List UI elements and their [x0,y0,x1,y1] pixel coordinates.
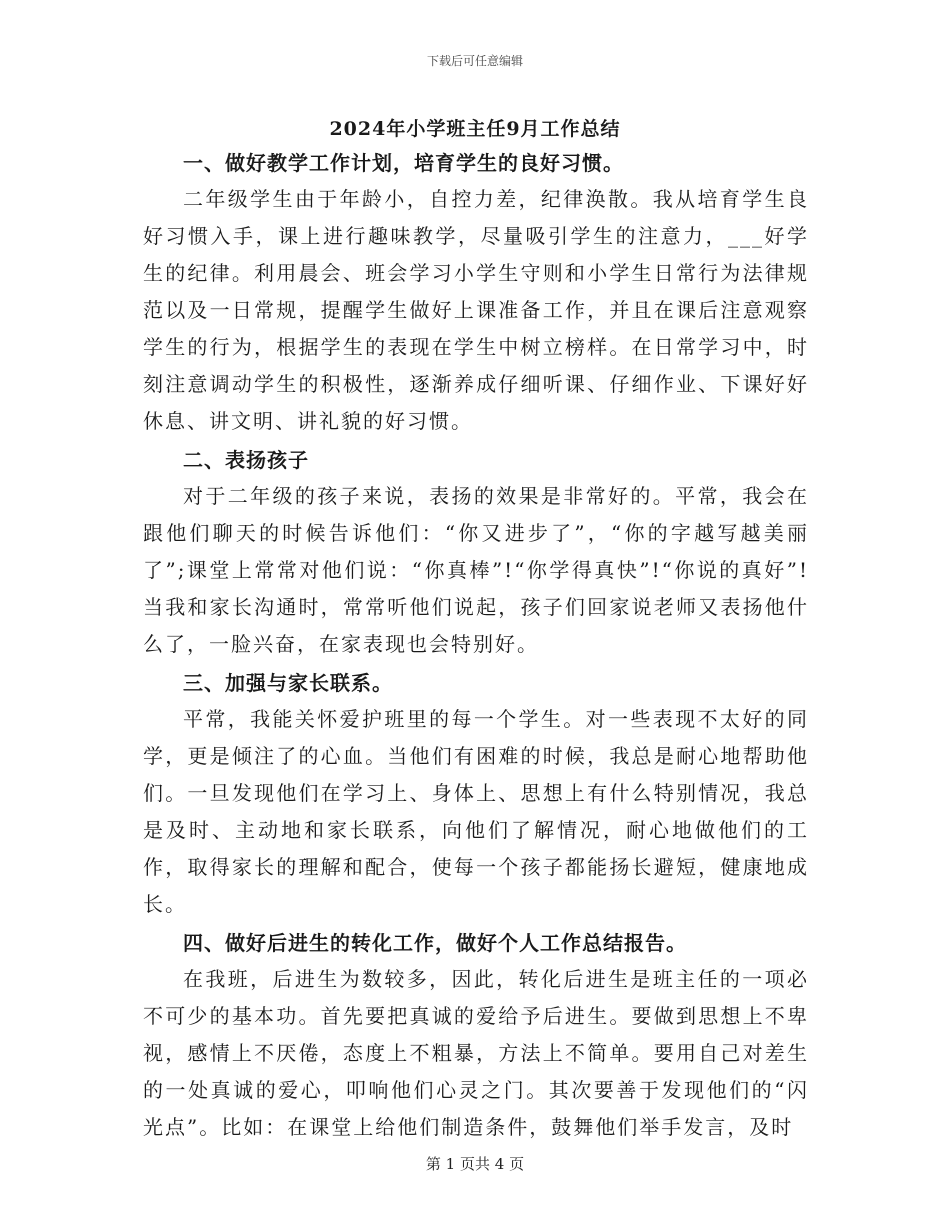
section-heading-2: 二、表扬孩子 [183,448,309,472]
section-paragraph-3: 平常，我能关怀爱护班里的每一个学生。对一些表现不太好的同学，更是倾注了的心血。当他们有困难的时候，我总是耐心地帮助他们。一旦发现他们在学习上、身体上、思想上有什么特别情况，我总是及时、主动地和家长联系，向他们了解情况，耐心地做他们的工作，取得家长的理解和配合，使每一个孩子都能扬长避短，健康地成长。 [143,707,809,916]
section-heading-3: 三、加强与家长联系。 [183,671,393,695]
section-paragraph-4: 在我班，后进生为数较多，因此，转化后进生是班主任的一项必不可少的基本功。首先要把真诚的爱给予后进生。要做到思想上不卑视，感情上不厌倦，态度上不粗暴，方法上不简单。要用自己对差生的一处真诚的爱心，叩响他们心灵之门。其次要善于发现他们的“闪光点”。比如：在课堂上给他们制造条件，鼓舞他们举手发言，及时 [143,967,809,1139]
section-paragraph-2: 对于二年级的孩子来说，表扬的效果是非常好的。平常，我会在跟他们聊天的时候告诉他们：“你又进步了”，“你的字越写越美丽了”;课堂上常常对他们说：“你真棒”!“你学得真快”!“你说的真好”!当我和家长沟通时，常常听他们说起，孩子们回家说老师又表扬他什么了，一脸兴奋，在家表现也会特别好。 [143,484,809,656]
page-header-note: 下载后可任意编辑 [426,54,523,68]
page-number-footer: 第 1 页共 4 页 [425,1155,525,1173]
section-paragraph-1: 二年级学生由于年龄小，自控力差，纪律涣散。我从培育学生良好习惯入手，课上进行趣味教学，尽量吸引学生的注意力，___好学生的纪律。利用晨会、班会学习小学生守则和小学生日常行为法律规范以及一日常规，提醒学生做好上课准备工作，并且在课后注意观察学生的行为，根据学生的表现在学生中树立榜样。在日常学习中，时刻注意调动学生的积极性，逐渐养成仔细听课、仔细作业、下课好好休息、讲文明、讲礼貌的好习惯。 [143,187,809,433]
document-title: 2024年小学班主任9月工作总结 [329,118,621,140]
document-body [143,145,809,1146]
section-heading-4: 四、做好后进生的转化工作，做好个人工作总结报告。 [183,931,687,955]
section-heading-1: 一、做好教学工作计划，培育学生的良好习惯。 [183,151,624,175]
